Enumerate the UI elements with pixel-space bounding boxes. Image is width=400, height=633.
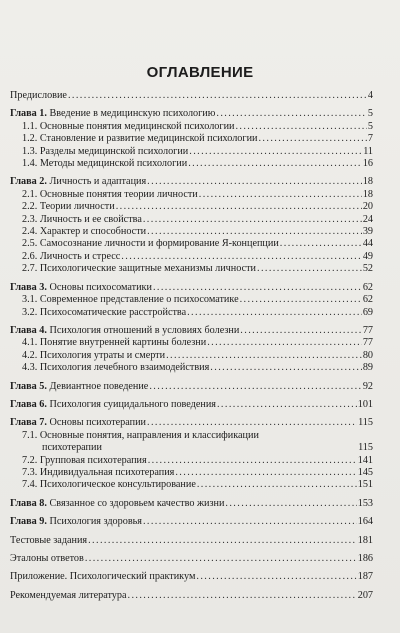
- toc-section: 2.5. Самосознание личности и формирование Я-концепции ..... 44: [10, 238, 373, 250]
- table-of-contents: [10, 90, 373, 602]
- chapter-title: Психология суицидального поведения: [49, 398, 216, 410]
- toc-chapter-7: [10, 417, 373, 429]
- toc-page: 18: [362, 176, 373, 188]
- toc-entry-preface: [10, 90, 373, 102]
- toc-section: 1.3. Разделы медицинской психологии ..... 11: [10, 146, 373, 158]
- chapter-title: Личность и адаптация: [49, 176, 147, 188]
- toc-section: 1.4. Методы медицинской психологии ..... 16: [10, 158, 373, 170]
- toc-section: 7.2. Групповая психотерапия ..... 141: [10, 455, 373, 467]
- toc-chapter-6: [10, 399, 373, 411]
- toc-section: 2.3. Личность и ее свойства ..... 24: [10, 214, 373, 226]
- toc-label: Предисловие: [10, 90, 67, 101]
- toc-page: 153: [357, 497, 373, 509]
- chapter-number: Глава 4.: [10, 324, 47, 336]
- toc-section: 1.2. Становление и развитие медицинской психологии ..... 7: [10, 133, 373, 145]
- chapter-title: Психология здоровья: [49, 516, 142, 528]
- toc-section: 7.3. Индивидуальная психотерапия ..... 145: [10, 467, 373, 479]
- toc-section: 4.1. Понятие внутренней картины болезни ..... 77: [10, 337, 373, 349]
- toc-chapter-3: [10, 282, 373, 294]
- toc-chapter-2: [10, 176, 373, 188]
- toc-section: 1.1. Основные понятия медицинской психологии ..... 5: [10, 121, 373, 133]
- chapter-title: Девиантное поведение: [49, 380, 149, 392]
- chapter-number: Глава 3.: [10, 281, 47, 293]
- chapter-number: Глава 6.: [10, 398, 47, 410]
- chapter-title: Основы психосоматики: [49, 281, 152, 293]
- toc-chapter-5: [10, 381, 373, 393]
- chapter-number: Глава 1.: [10, 108, 47, 120]
- toc-entry-answers: Эталоны ответов ..... 186: [10, 553, 373, 565]
- toc-section: 2.1. Основные понятия теории личности ..... 18: [10, 189, 373, 201]
- toc-section: 2.2. Теории личности ..... 20: [10, 201, 373, 213]
- toc-entry-appendix: Приложение. Психологический практикум ..... 187: [10, 571, 373, 583]
- chapter-title: Введение в медицинскую психологию: [49, 108, 216, 120]
- chapter-number: Глава 5.: [10, 380, 47, 392]
- toc-chapter-8: [10, 498, 373, 510]
- toc-section: 2.6. Личность и стресс ..... 49: [10, 251, 373, 263]
- toc-chapter-4: [10, 325, 373, 337]
- toc-section: 4.2. Психология утраты и смерти ..... 80: [10, 350, 373, 362]
- chapter-number: Глава 2.: [10, 176, 47, 188]
- chapter-number: Глава 9.: [10, 516, 47, 528]
- chapter-number: Глава 8.: [10, 497, 47, 509]
- toc-section: 7.1. Основные понятия, направления и классификации психотерапии 115: [22, 429, 373, 454]
- toc-section: 3.1. Современное представление о психосоматике ..... 62: [10, 294, 373, 306]
- toc-page: 77: [362, 324, 373, 336]
- chapter-title: Психология отношений в условиях болезни: [49, 324, 240, 336]
- toc-section: 3.2. Психосоматические расстройства ..... 69: [10, 307, 373, 319]
- toc-page: 5: [367, 108, 373, 120]
- toc-chapter-9: [10, 516, 373, 528]
- toc-section: 7.4. Психологическое консультирование ..... 151: [10, 479, 373, 491]
- toc-section: 2.7. Психологические защитные механизмы личности ..... 52: [10, 263, 373, 275]
- toc-section: 4.3. Психология лечебного взаимодействия ..... 89: [10, 362, 373, 374]
- toc-page: 164: [357, 516, 373, 528]
- toc-section: 2.4. Характер и способности ..... 39: [10, 226, 373, 238]
- chapter-number: Глава 7.: [10, 417, 47, 429]
- chapter-title: Связанное со здоровьем качество жизни: [49, 497, 225, 509]
- toc-entry-literature: Рекомендуемая литература ..... 207: [10, 590, 373, 602]
- toc-entry-tests: Тестовые задания ..... 181: [10, 535, 373, 547]
- toc-page: 62: [362, 281, 373, 293]
- toc-chapter-1: [10, 108, 373, 120]
- toc-page: 101: [357, 398, 373, 410]
- chapter-title: Основы психотерапии: [49, 417, 147, 429]
- toc-page: 4: [367, 90, 373, 101]
- toc-page: 92: [362, 380, 373, 392]
- page-title: ОГЛАВЛЕНИЕ: [146, 64, 254, 81]
- toc-page: 115: [358, 417, 373, 429]
